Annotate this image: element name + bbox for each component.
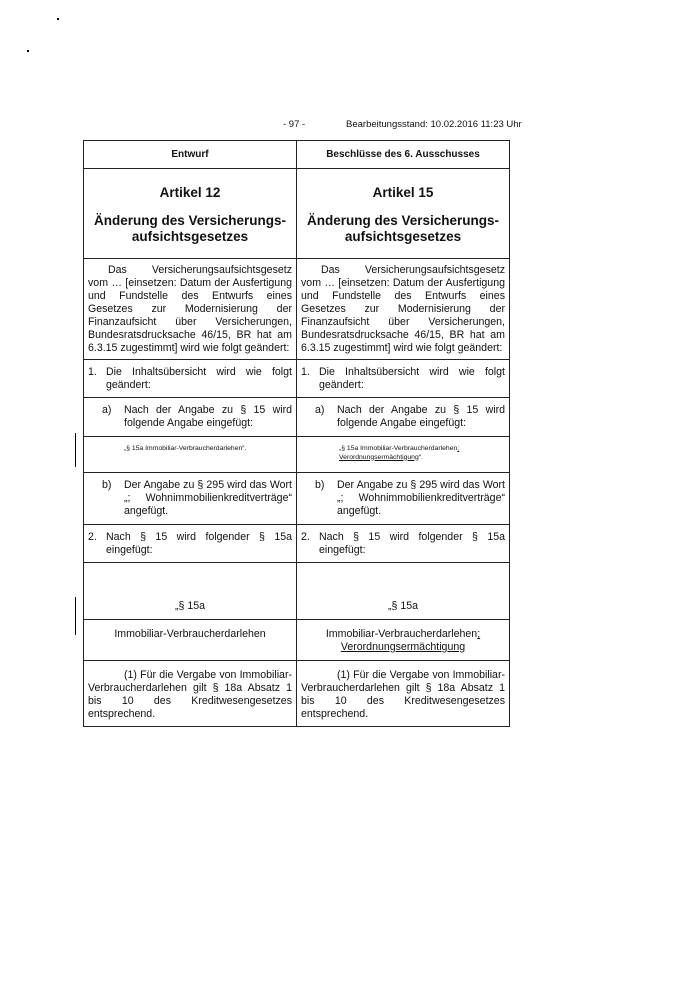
item-letter: b) xyxy=(102,479,112,491)
list-item xyxy=(301,360,505,397)
intro-paragraph: Das Versicherungsaufsichtsgesetz vom … [einsetzen: Datum der Ausfertigung und Fundstelle des Entwurfs eines Gesetzes zur Modernisierung der Finanzaufsicht über Versicherungen, Bundesratsdrucksache 46/15, BR hat am 6.3.15 zugestimmt] wird wie folgt geändert: xyxy=(301,264,505,354)
list-item xyxy=(88,525,292,562)
list-item xyxy=(88,473,292,524)
item-letter: b) xyxy=(315,479,325,491)
item-text: Nach § 15 wird folgender § 15a eingefügt: xyxy=(106,531,292,556)
item-letter: a) xyxy=(102,404,112,416)
inserted-text: ; Verordnungsermächtigung xyxy=(340,628,481,653)
list-item xyxy=(301,473,505,524)
item-text: Die Inhaltsübersicht wird wie folgt geändert: xyxy=(106,366,292,391)
item-a-row xyxy=(84,398,510,437)
paragraph-number-row xyxy=(84,563,510,620)
toc-entry-end: “. xyxy=(418,453,423,461)
intro-paragraph: Das Versicherungsaufsichtsgesetz vom … [einsetzen: Datum der Ausfertigung und Fundstelle des Entwurfs eines Gesetzes zur Modernisierung der Finanzaufsicht über Versicherungen, Bundesratsdrucksache 46/15, BR hat am 6.3.15 zugestimmt] wird wie folgt geändert: xyxy=(88,264,292,354)
item-number: 2. xyxy=(301,531,310,543)
list-item xyxy=(88,360,292,397)
item-text: Der Angabe zu § 295 wird das Wort „; Wohnimmobilienkreditverträge“ angefügt. xyxy=(337,479,505,517)
toc-entry-row xyxy=(84,437,510,473)
article-title: Änderung des Versicherungs-aufsichtsgesetzes xyxy=(93,213,287,244)
section-number: „§ 15a xyxy=(174,600,206,612)
item-b-row xyxy=(84,473,510,525)
paragraph-title-row xyxy=(84,620,510,661)
column-header-row xyxy=(84,141,510,169)
item-text: Nach § 15 wird folgender § 15a eingefügt: xyxy=(319,531,505,556)
article-number: Artikel 12 xyxy=(159,185,221,200)
page-number: - 97 - xyxy=(283,119,306,130)
item-text: Die Inhaltsübersicht wird wie folgt geändert: xyxy=(319,366,505,391)
revision-status: Bearbeitungsstand: 10.02.2016 11:23 Uhr xyxy=(346,119,522,130)
scan-speck xyxy=(57,18,59,20)
list-item xyxy=(88,398,292,436)
scan-speck xyxy=(27,50,29,52)
item-number: 1. xyxy=(88,366,97,378)
column-heading-draft: Entwurf xyxy=(84,141,297,169)
item-text: Der Angabe zu § 295 wird das Wort „; Wohnimmobilienkreditverträge“ angefügt. xyxy=(124,479,292,517)
subsection-text: (1) Für die Vergabe von Immobiliar-Verbraucherdarlehen gilt § 18a Absatz 1 bis 10 des Kreditwesengesetzes entsprechend. xyxy=(301,669,505,720)
intro-row xyxy=(84,259,510,360)
section-number: „§ 15a xyxy=(387,600,419,612)
toc-entry-text: „§ 15a Immobiliar-Verbraucherdarlehen xyxy=(339,445,458,452)
toc-entry: „§ 15a Immobiliar-Verbraucherdarlehen“. xyxy=(124,445,247,452)
section-title xyxy=(301,620,505,660)
item-number: 2. xyxy=(88,531,97,543)
article-cell xyxy=(84,169,297,259)
toc-entry xyxy=(301,437,505,472)
article-cell xyxy=(297,169,510,259)
item-text: Nach der Angabe zu § 15 wird folgende Angabe eingefügt: xyxy=(124,404,292,429)
subsection-text: (1) Für die Vergabe von Immobiliar-Verbraucherdarlehen gilt § 18a Absatz 1 bis 10 des Kreditwesengesetzes entsprechend. xyxy=(88,669,292,720)
comparison-table xyxy=(83,140,510,727)
article-number: Artikel 15 xyxy=(372,185,434,200)
item-2-row xyxy=(84,525,510,563)
inserted-text: ; Verordnungsermächtigung xyxy=(339,445,460,461)
section-title-text: Immobiliar-Verbraucherdarlehen xyxy=(325,628,478,640)
article-title: Änderung des Versicherungs-aufsichtsgesetzes xyxy=(306,213,500,244)
item-1-row xyxy=(84,360,510,398)
article-heading-row xyxy=(84,169,510,259)
page-header xyxy=(0,119,700,133)
item-text: Nach der Angabe zu § 15 wird folgende Angabe eingefügt: xyxy=(337,404,505,429)
section-title: Immobiliar-Verbraucherdarlehen xyxy=(114,628,266,640)
item-letter: a) xyxy=(315,404,325,416)
item-number: 1. xyxy=(301,366,310,378)
list-item xyxy=(301,398,505,436)
column-heading-resolutions: Beschlüsse des 6. Ausschusses xyxy=(297,141,510,169)
change-bar xyxy=(75,597,76,635)
absatz-row xyxy=(84,661,510,727)
change-bar xyxy=(75,433,76,467)
list-item xyxy=(301,525,505,562)
